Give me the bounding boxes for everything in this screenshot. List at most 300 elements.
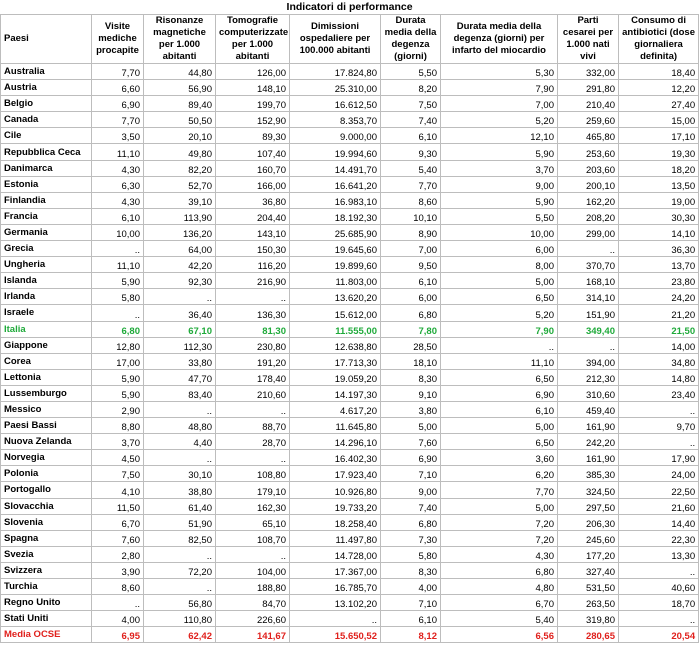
value-cell: 18,40: [619, 64, 699, 80]
value-cell: 104,00: [216, 562, 290, 578]
country-cell: Grecia: [1, 241, 92, 257]
country-cell: Canada: [1, 112, 92, 128]
table-row: [1, 450, 699, 466]
country-cell: Islanda: [1, 273, 92, 289]
value-cell: 11.555,00: [290, 321, 381, 337]
value-cell: 12,80: [92, 337, 144, 353]
value-cell: 6,10: [381, 611, 441, 627]
value-cell: 162,20: [558, 192, 619, 208]
country-cell: Ungheria: [1, 257, 92, 273]
value-cell: 14,80: [619, 369, 699, 385]
country-cell: Australia: [1, 64, 92, 80]
value-cell: 83,40: [144, 385, 216, 401]
value-cell: 10.926,80: [290, 482, 381, 498]
value-cell: ..: [619, 562, 699, 578]
value-cell: 7,20: [441, 530, 558, 546]
value-cell: 25.685,90: [290, 224, 381, 240]
table-row: [1, 257, 699, 273]
value-cell: 7,40: [381, 112, 441, 128]
value-cell: 20,54: [619, 627, 699, 643]
header-antibiotici: Consumo di antibiotici (dose giornaliera definita): [619, 15, 699, 64]
country-cell: Israele: [1, 305, 92, 321]
value-cell: 9.000,00: [290, 128, 381, 144]
table-row: [1, 305, 699, 321]
country-cell: Estonia: [1, 176, 92, 192]
table-row: [1, 353, 699, 369]
value-cell: 208,20: [558, 208, 619, 224]
table-row: [1, 160, 699, 176]
value-cell: 6,10: [381, 273, 441, 289]
value-cell: 327,40: [558, 562, 619, 578]
value-cell: 17.923,40: [290, 466, 381, 482]
value-cell: 107,40: [216, 144, 290, 160]
value-cell: 23,40: [619, 385, 699, 401]
value-cell: 291,80: [558, 80, 619, 96]
header-durata-media: Durata media della degenza (giorni): [381, 15, 441, 64]
country-cell: Cile: [1, 128, 92, 144]
value-cell: 14,00: [619, 337, 699, 353]
header-paesi: Paesi: [1, 15, 92, 64]
value-cell: 7,70: [441, 482, 558, 498]
value-cell: 6,70: [92, 514, 144, 530]
value-cell: 152,90: [216, 112, 290, 128]
value-cell: 10,00: [441, 224, 558, 240]
value-cell: 64,00: [144, 241, 216, 257]
value-cell: 459,40: [558, 401, 619, 417]
value-cell: 216,90: [216, 273, 290, 289]
country-cell: Irlanda: [1, 289, 92, 305]
value-cell: 385,30: [558, 466, 619, 482]
value-cell: 81,30: [216, 321, 290, 337]
value-cell: 199,70: [216, 96, 290, 112]
value-cell: 263,50: [558, 595, 619, 611]
value-cell: 148,10: [216, 80, 290, 96]
value-cell: 465,80: [558, 128, 619, 144]
value-cell: 6,90: [92, 96, 144, 112]
value-cell: 6,90: [381, 450, 441, 466]
table-row: [1, 241, 699, 257]
value-cell: 5,50: [381, 64, 441, 80]
value-cell: 72,20: [144, 562, 216, 578]
value-cell: 16.612,50: [290, 96, 381, 112]
value-cell: 5,90: [92, 385, 144, 401]
table-row: [1, 611, 699, 627]
value-cell: 51,90: [144, 514, 216, 530]
value-cell: 3,90: [92, 562, 144, 578]
value-cell: 179,10: [216, 482, 290, 498]
table-row: [1, 530, 699, 546]
value-cell: 8,80: [92, 418, 144, 434]
value-cell: 28,70: [216, 434, 290, 450]
table-row: [1, 595, 699, 611]
value-cell: 126,00: [216, 64, 290, 80]
value-cell: 5,20: [441, 112, 558, 128]
table-row: [1, 434, 699, 450]
country-cell: Polonia: [1, 466, 92, 482]
value-cell: 12,20: [619, 80, 699, 96]
value-cell: 3,80: [381, 401, 441, 417]
value-cell: 24,00: [619, 466, 699, 482]
value-cell: 141,67: [216, 627, 290, 643]
value-cell: 6,00: [381, 289, 441, 305]
table-row: [1, 482, 699, 498]
value-cell: 168,10: [558, 273, 619, 289]
value-cell: 89,40: [144, 96, 216, 112]
value-cell: 253,60: [558, 144, 619, 160]
value-cell: 6,10: [441, 401, 558, 417]
value-cell: 143,10: [216, 224, 290, 240]
value-cell: 9,30: [381, 144, 441, 160]
value-cell: 47,70: [144, 369, 216, 385]
value-cell: 108,80: [216, 466, 290, 482]
value-cell: 19.733,20: [290, 498, 381, 514]
value-cell: 297,50: [558, 498, 619, 514]
value-cell: 5,00: [441, 273, 558, 289]
table-row: [1, 466, 699, 482]
value-cell: 4,00: [92, 611, 144, 627]
value-cell: ..: [92, 305, 144, 321]
value-cell: 65,10: [216, 514, 290, 530]
table-row: [1, 369, 699, 385]
value-cell: 161,90: [558, 450, 619, 466]
value-cell: ..: [216, 401, 290, 417]
value-cell: ..: [216, 450, 290, 466]
value-cell: 40,60: [619, 579, 699, 595]
table-row: [1, 321, 699, 337]
value-cell: 7,90: [441, 321, 558, 337]
value-cell: 8,30: [381, 562, 441, 578]
value-cell: 50,50: [144, 112, 216, 128]
value-cell: 280,65: [558, 627, 619, 643]
country-cell: Belgio: [1, 96, 92, 112]
value-cell: 61,40: [144, 498, 216, 514]
value-cell: 8.353,70: [290, 112, 381, 128]
value-cell: 5,00: [441, 498, 558, 514]
value-cell: 8,90: [381, 224, 441, 240]
value-cell: 166,00: [216, 176, 290, 192]
value-cell: 4,00: [381, 579, 441, 595]
table-row: [1, 96, 699, 112]
value-cell: 48,80: [144, 418, 216, 434]
value-cell: 12,10: [441, 128, 558, 144]
value-cell: 6,80: [381, 305, 441, 321]
value-cell: 11,10: [441, 353, 558, 369]
table-row: [1, 112, 699, 128]
value-cell: 17,00: [92, 353, 144, 369]
value-cell: 92,30: [144, 273, 216, 289]
value-cell: 7,10: [381, 595, 441, 611]
value-cell: 14,10: [619, 224, 699, 240]
value-cell: 4.617,20: [290, 401, 381, 417]
value-cell: 24,20: [619, 289, 699, 305]
value-cell: 5,90: [441, 192, 558, 208]
value-cell: 10,10: [381, 208, 441, 224]
country-cell: Lettonia: [1, 369, 92, 385]
value-cell: 38,80: [144, 482, 216, 498]
table-row: [1, 128, 699, 144]
value-cell: 2,90: [92, 401, 144, 417]
table-row: [1, 289, 699, 305]
value-cell: 7,40: [381, 498, 441, 514]
header-tomografie: Tomografie computerizzate per 1.000 abitanti: [216, 15, 290, 64]
value-cell: ..: [558, 241, 619, 257]
value-cell: 160,70: [216, 160, 290, 176]
header-cesarei: Parti cesarei per 1.000 nati vivi: [558, 15, 619, 64]
table-row: [1, 579, 699, 595]
value-cell: 15,00: [619, 112, 699, 128]
value-cell: 22,50: [619, 482, 699, 498]
value-cell: 13.620,20: [290, 289, 381, 305]
value-cell: ..: [619, 434, 699, 450]
value-cell: 13.102,20: [290, 595, 381, 611]
value-cell: 36,80: [216, 192, 290, 208]
value-cell: 19.645,60: [290, 241, 381, 257]
value-cell: 319,80: [558, 611, 619, 627]
value-cell: 5,40: [381, 160, 441, 176]
value-cell: 18,10: [381, 353, 441, 369]
value-cell: ..: [92, 241, 144, 257]
value-cell: 136,30: [216, 305, 290, 321]
country-cell: Stati Uniti: [1, 611, 92, 627]
value-cell: ..: [619, 611, 699, 627]
value-cell: 210,60: [216, 385, 290, 401]
value-cell: 42,20: [144, 257, 216, 273]
value-cell: 17.824,80: [290, 64, 381, 80]
value-cell: 27,40: [619, 96, 699, 112]
value-cell: 6,10: [381, 128, 441, 144]
value-cell: 7,80: [381, 321, 441, 337]
value-cell: 49,80: [144, 144, 216, 160]
value-cell: ..: [216, 546, 290, 562]
value-cell: 17.367,00: [290, 562, 381, 578]
value-cell: 6,80: [92, 321, 144, 337]
value-cell: 6,70: [441, 595, 558, 611]
value-cell: 7,10: [381, 466, 441, 482]
value-cell: ..: [558, 337, 619, 353]
value-cell: 203,60: [558, 160, 619, 176]
country-cell: Italia: [1, 321, 92, 337]
value-cell: 6,50: [441, 434, 558, 450]
value-cell: ..: [92, 595, 144, 611]
value-cell: 161,90: [558, 418, 619, 434]
value-cell: 113,90: [144, 208, 216, 224]
value-cell: 15.612,00: [290, 305, 381, 321]
value-cell: 52,70: [144, 176, 216, 192]
value-cell: 394,00: [558, 353, 619, 369]
table-row: [1, 192, 699, 208]
value-cell: 314,10: [558, 289, 619, 305]
value-cell: 191,20: [216, 353, 290, 369]
value-cell: 349,40: [558, 321, 619, 337]
value-cell: 3,60: [441, 450, 558, 466]
value-cell: 7,20: [441, 514, 558, 530]
value-cell: ..: [144, 546, 216, 562]
value-cell: ..: [144, 401, 216, 417]
value-cell: 12.638,80: [290, 337, 381, 353]
value-cell: 7,60: [381, 434, 441, 450]
table-row: [1, 64, 699, 80]
value-cell: 6,30: [92, 176, 144, 192]
value-cell: 3,70: [441, 160, 558, 176]
value-cell: 5,40: [441, 611, 558, 627]
value-cell: 9,00: [441, 176, 558, 192]
value-cell: 62,42: [144, 627, 216, 643]
value-cell: 56,80: [144, 595, 216, 611]
value-cell: 178,40: [216, 369, 290, 385]
value-cell: 21,60: [619, 498, 699, 514]
country-cell: Turchia: [1, 579, 92, 595]
value-cell: 212,30: [558, 369, 619, 385]
value-cell: 177,20: [558, 546, 619, 562]
header-dimissioni: Dimissioni ospedaliere per 100.000 abitanti: [290, 15, 381, 64]
country-cell: Nuova Zelanda: [1, 434, 92, 450]
value-cell: 6,80: [381, 514, 441, 530]
value-cell: 4,50: [92, 450, 144, 466]
table-row: [1, 273, 699, 289]
value-cell: 7,00: [441, 96, 558, 112]
table-body: [1, 64, 699, 643]
value-cell: 7,70: [381, 176, 441, 192]
table-row: [1, 337, 699, 353]
value-cell: 17,90: [619, 450, 699, 466]
value-cell: 19.994,60: [290, 144, 381, 160]
country-cell: Austria: [1, 80, 92, 96]
value-cell: 16.641,20: [290, 176, 381, 192]
value-cell: 14.728,00: [290, 546, 381, 562]
value-cell: 36,30: [619, 241, 699, 257]
value-cell: 162,30: [216, 498, 290, 514]
value-cell: 17.713,30: [290, 353, 381, 369]
country-cell: Germania: [1, 224, 92, 240]
value-cell: 19.899,60: [290, 257, 381, 273]
country-cell: Slovacchia: [1, 498, 92, 514]
value-cell: 110,80: [144, 611, 216, 627]
value-cell: 4,30: [92, 192, 144, 208]
value-cell: 4,30: [441, 546, 558, 562]
value-cell: ..: [144, 289, 216, 305]
value-cell: 6,50: [441, 289, 558, 305]
country-cell: Lussemburgo: [1, 385, 92, 401]
value-cell: 11,50: [92, 498, 144, 514]
value-cell: 116,20: [216, 257, 290, 273]
value-cell: 16.983,10: [290, 192, 381, 208]
value-cell: 112,30: [144, 337, 216, 353]
value-cell: 88,70: [216, 418, 290, 434]
value-cell: 5,00: [381, 418, 441, 434]
value-cell: 30,30: [619, 208, 699, 224]
value-cell: 3,70: [92, 434, 144, 450]
value-cell: 44,80: [144, 64, 216, 80]
value-cell: 9,10: [381, 385, 441, 401]
value-cell: 6,60: [92, 80, 144, 96]
table-row: [1, 385, 699, 401]
value-cell: 11.645,80: [290, 418, 381, 434]
header-durata-infarto: Durata media della degenza (giorni) per infarto del miocardio: [441, 15, 558, 64]
value-cell: 226,60: [216, 611, 290, 627]
value-cell: 19,30: [619, 144, 699, 160]
value-cell: 19.059,20: [290, 369, 381, 385]
value-cell: 5,20: [441, 305, 558, 321]
value-cell: 11,10: [92, 257, 144, 273]
value-cell: 18.258,40: [290, 514, 381, 530]
table-row: [1, 514, 699, 530]
table-row: [1, 498, 699, 514]
value-cell: ..: [290, 611, 381, 627]
value-cell: 11.803,00: [290, 273, 381, 289]
value-cell: 23,80: [619, 273, 699, 289]
value-cell: 16.402,30: [290, 450, 381, 466]
value-cell: 8,60: [92, 579, 144, 595]
table-row: [1, 401, 699, 417]
value-cell: 5,30: [441, 64, 558, 80]
value-cell: 151,90: [558, 305, 619, 321]
value-cell: 14.491,70: [290, 160, 381, 176]
value-cell: 21,20: [619, 305, 699, 321]
table-row: [1, 208, 699, 224]
value-cell: 8,60: [381, 192, 441, 208]
value-cell: 18,20: [619, 160, 699, 176]
value-cell: 6,50: [441, 369, 558, 385]
value-cell: 4,30: [92, 160, 144, 176]
value-cell: 204,40: [216, 208, 290, 224]
table-row: [1, 224, 699, 240]
value-cell: 299,00: [558, 224, 619, 240]
value-cell: 245,60: [558, 530, 619, 546]
value-cell: 56,90: [144, 80, 216, 96]
value-cell: 28,50: [381, 337, 441, 353]
value-cell: 8,00: [441, 257, 558, 273]
value-cell: 9,00: [381, 482, 441, 498]
table-title: Indicatori di performance: [286, 1, 413, 13]
country-cell: Repubblica Ceca: [1, 144, 92, 160]
value-cell: 14,40: [619, 514, 699, 530]
country-cell: Finlandia: [1, 192, 92, 208]
value-cell: 13,50: [619, 176, 699, 192]
value-cell: 7,60: [92, 530, 144, 546]
value-cell: 5,80: [381, 546, 441, 562]
value-cell: 7,50: [381, 96, 441, 112]
value-cell: ..: [441, 337, 558, 353]
country-cell: Corea: [1, 353, 92, 369]
value-cell: 10,00: [92, 224, 144, 240]
country-cell: Spagna: [1, 530, 92, 546]
value-cell: 5,80: [92, 289, 144, 305]
table-row: [1, 546, 699, 562]
table-row: [1, 627, 699, 643]
value-cell: ..: [619, 401, 699, 417]
value-cell: 14.197,30: [290, 385, 381, 401]
value-cell: 6,95: [92, 627, 144, 643]
value-cell: 5,00: [441, 418, 558, 434]
value-cell: 34,80: [619, 353, 699, 369]
value-cell: 18,70: [619, 595, 699, 611]
value-cell: 36,40: [144, 305, 216, 321]
value-cell: 4,40: [144, 434, 216, 450]
country-cell: Paesi Bassi: [1, 418, 92, 434]
value-cell: 7,30: [381, 530, 441, 546]
value-cell: 67,10: [144, 321, 216, 337]
country-cell: Svizzera: [1, 562, 92, 578]
value-cell: 6,00: [441, 241, 558, 257]
value-cell: 370,70: [558, 257, 619, 273]
country-cell: Media OCSE: [1, 627, 92, 643]
value-cell: 11,10: [92, 144, 144, 160]
value-cell: 6,80: [441, 562, 558, 578]
value-cell: 6,90: [441, 385, 558, 401]
value-cell: 206,30: [558, 514, 619, 530]
value-cell: 324,50: [558, 482, 619, 498]
value-cell: 259,60: [558, 112, 619, 128]
